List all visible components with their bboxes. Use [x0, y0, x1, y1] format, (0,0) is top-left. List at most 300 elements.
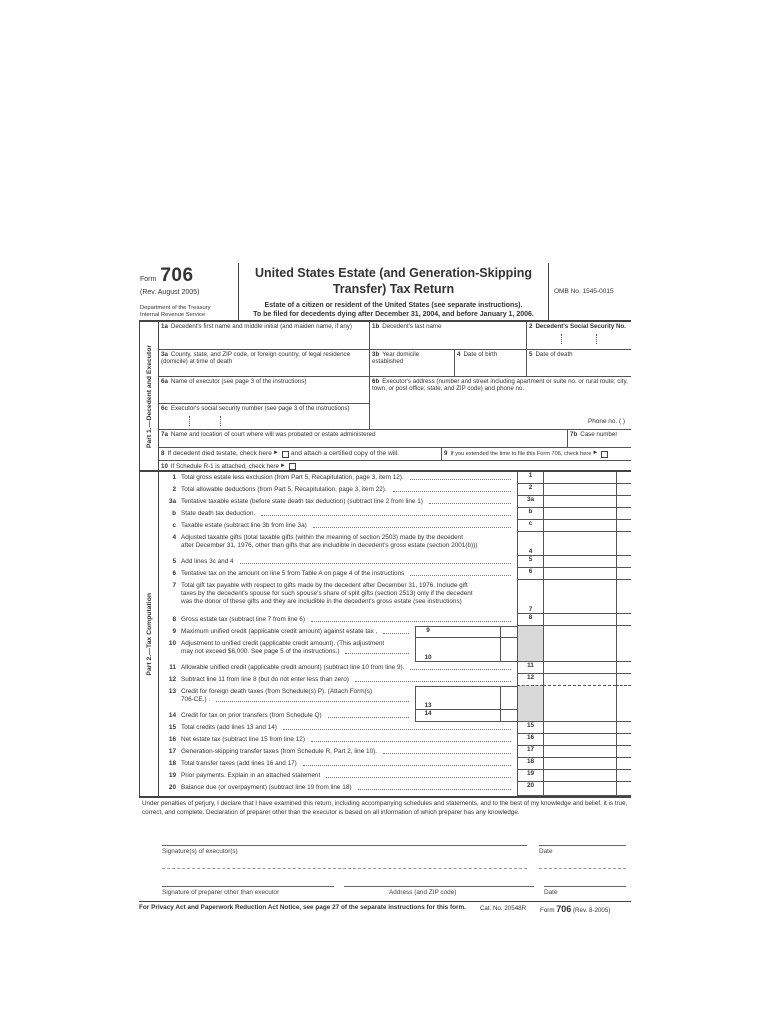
amount-field-line-1[interactable]: [543, 472, 616, 484]
phone-number-field[interactable]: Phone no. ( ): [588, 418, 625, 426]
line-text-segment: may not exceed $6,000. See page 5 of the instructions.): [181, 647, 340, 655]
field-number: 9: [444, 450, 448, 458]
line-text: [176, 662, 517, 674]
cents-field-line-8[interactable]: [616, 614, 631, 626]
tax-line-b: [159, 508, 631, 520]
entry-number-cell: 4: [517, 532, 543, 556]
amount-field-line-12[interactable]: [543, 674, 616, 686]
amount-field-line-18[interactable]: [543, 758, 616, 770]
dotted-leader: [216, 701, 409, 702]
line-description: [159, 484, 517, 496]
line-text-segment: Subtract line 11 from line 8 (but do not enter less than zero): [181, 675, 349, 683]
amount-field-line-17[interactable]: [543, 746, 616, 758]
dotted-leader: [326, 777, 511, 778]
ssn-separator: [220, 416, 221, 426]
tax-line-c: [159, 520, 631, 532]
field-label: Date of birth: [463, 351, 498, 358]
amount-field-line-2[interactable]: [543, 484, 616, 496]
line-text-segment: Tentative tax on the amount on line 5 from Table A on page 4 of the instructions: [181, 569, 405, 577]
dotted-leader: [429, 503, 511, 504]
line-text-segment: Total gift tax payable with respect to gifts made by the decedent after December 31, 1976. Include gift: [181, 581, 468, 589]
dotted-leader: [303, 765, 511, 766]
executor-signature-label: Signature(s) of executor(s): [162, 848, 238, 855]
form-word: Form: [140, 276, 157, 283]
entry-number-cell: 2: [517, 484, 543, 496]
amount-field-line-6[interactable]: [543, 568, 616, 580]
tax-line-20: [159, 782, 631, 796]
cents-field-line-13[interactable]: [500, 687, 517, 709]
tax-line-4: [159, 532, 631, 556]
line-number: 6: [172, 569, 176, 577]
entry-number-cell-shaded: [517, 710, 543, 722]
tax-line-14: [159, 710, 631, 722]
cents-cell-blank: [616, 710, 631, 722]
cents-cell-blank: [616, 638, 631, 662]
field-label: Name and location of court where will was probated or estate administered: [170, 431, 376, 438]
tax-line-10: [159, 638, 631, 662]
line-text: [176, 710, 415, 722]
line-text-segment: Tentative taxable estate (before state death tax deduction) (subtract line 2 from line 1): [181, 497, 423, 505]
preparer-address-label: Address (and ZIP code): [389, 889, 457, 896]
line-description: [159, 758, 517, 770]
dotted-leader: [345, 653, 409, 654]
testate-checkbox[interactable]: [282, 451, 289, 458]
tax-line-7: [159, 580, 631, 614]
form-revision: (Rev. August 2005): [140, 289, 200, 296]
form-subtitle: [239, 301, 548, 319]
line-text: [176, 722, 517, 734]
field-number: 6a: [161, 378, 168, 385]
line-text-segment: Total allowable deductions (from Part 5, Recapitulation, page 3, item 22).: [181, 485, 387, 493]
cents-field-line-14[interactable]: [500, 710, 517, 721]
cents-field-line-1[interactable]: [616, 472, 631, 484]
inner-entry-box: [415, 638, 517, 662]
line-description: [159, 710, 415, 722]
amount-field-line-5[interactable]: [543, 556, 616, 568]
omb-block: [548, 263, 631, 320]
tax-line-18: [159, 758, 631, 770]
entry-number-cell: 20: [517, 782, 543, 796]
cents-field-line-7[interactable]: [616, 580, 631, 614]
cents-field-line-10[interactable]: [500, 638, 517, 661]
executor-signature-line-2[interactable]: [162, 868, 527, 869]
preparer-address-line[interactable]: [344, 886, 534, 887]
field-6c-executor-ssn[interactable]: [159, 404, 369, 430]
line-text-segment: Maximum unified credit (applicable credit amount) against estate tax ,: [181, 627, 378, 635]
line-number: 7: [172, 581, 176, 589]
amount-field-line-4[interactable]: [543, 532, 616, 556]
dotted-leader: [355, 681, 511, 682]
line-description: [159, 674, 517, 686]
preparer-date-line[interactable]: [544, 886, 626, 887]
line-10-text: If Schedule R-1 is attached, check here: [170, 462, 279, 470]
dotted-leader: [383, 633, 409, 634]
inner-line-number: 14: [424, 710, 432, 717]
field-label: Decedent's first name and middle initial (and maiden name, if any): [170, 323, 352, 330]
dotted-leader: [283, 729, 511, 730]
omb-number: OMB No. 1545-0015: [554, 288, 614, 295]
part2-label: Part 2.—Tax Computation: [145, 592, 153, 676]
footer-form-rev: (Rev. 8-2005): [572, 907, 611, 914]
tax-line-19: [159, 770, 631, 782]
tax-line-2: [159, 484, 631, 496]
amount-field-line-b[interactable]: [543, 508, 616, 520]
privacy-act-notice: For Privacy Act and Paperwork Reduction Act Notice, see page 27 of the separate instructions for this form.: [139, 904, 466, 911]
line-9-text: If you extended the time to file this Form 706, check here: [450, 450, 592, 457]
line-text: [176, 520, 517, 532]
executor-date-line-2[interactable]: [539, 868, 626, 869]
line-10-schedule-r1: [159, 461, 631, 472]
catalog-number: Cat. No. 20548R: [479, 905, 527, 912]
dotted-leader: [311, 621, 511, 622]
line-number: 19: [168, 771, 176, 779]
cents-field-line-5[interactable]: [616, 556, 631, 568]
field-7b-case-number[interactable]: [567, 430, 631, 448]
line-text: [176, 472, 517, 484]
cents-field-line-15[interactable]: [616, 722, 631, 734]
arrow-right-icon: ►: [272, 450, 279, 457]
inner-entry-box: [415, 710, 517, 722]
dotted-leader: [240, 563, 511, 564]
line-number: 9: [172, 627, 176, 635]
line-text-segment: Total transfer taxes (add lines 16 and 17): [181, 759, 297, 767]
entry-number-cell: 12: [517, 674, 543, 686]
line-text: [176, 568, 517, 580]
line-description: [159, 782, 517, 796]
entry-number-cell-shaded: [517, 638, 543, 662]
dotted-leader: [311, 741, 511, 742]
field-label: Case number: [580, 431, 618, 438]
form-title-line-1: United States Estate (and Generation-Skipping: [254, 266, 533, 280]
line-description: [159, 638, 415, 662]
tax-line-16: [159, 734, 631, 746]
line-number: 20: [168, 783, 176, 791]
cents-field-line-12[interactable]: [616, 674, 631, 686]
line-text: [176, 556, 517, 568]
ssn-separators: [161, 416, 367, 426]
ssn-separator: [596, 334, 597, 344]
amount-field-line-19[interactable]: [543, 770, 616, 782]
line-description: [159, 770, 517, 782]
line-number: 18: [168, 759, 176, 767]
part1-label: Part 1.—Decedent and Executor: [145, 345, 153, 449]
cents-field-line-9[interactable]: [500, 627, 517, 637]
perjury-statement: Under penalties of perjury, I declare that I have examined this return, including accompanying schedules and statements, and to the best of my knowledge and belief, it is true, correct, and complete. Declaration of preparer other than the executor is based on all information of which preparer has any knowledge.: [142, 800, 628, 816]
footer-form-word: Form: [540, 907, 555, 914]
line-8-text-post: and attach a certified copy of the will.: [290, 450, 400, 458]
cents-field-line-4[interactable]: [616, 532, 631, 556]
entry-number-cell: 11: [517, 662, 543, 674]
agency-line-1: Department of the Treasury: [140, 304, 211, 311]
field-number: 7b: [570, 431, 578, 438]
tax-line-8: [159, 614, 631, 626]
tax-line-1: [159, 472, 631, 484]
line-number: 4: [172, 533, 176, 541]
part1-decedent-and-executor: [139, 322, 631, 472]
dotted-leader: [383, 753, 511, 754]
entry-number-cell: 18: [517, 758, 543, 770]
line-number: 1: [172, 473, 176, 481]
preparer-signature-line[interactable]: [162, 886, 334, 887]
cents-field-line-b[interactable]: [616, 508, 631, 520]
dotted-leader: [261, 515, 511, 516]
field-number: 2: [529, 323, 533, 330]
line-text-segment: Allowable unified credit (applicable credit amount) (subtract line 10 from line 9).: [181, 663, 405, 671]
field-label: Name of executor (see page 3 of the instructions): [170, 378, 307, 385]
part2-label-strip: [139, 472, 159, 796]
line-description: [159, 626, 415, 638]
field-number: 6c: [161, 405, 168, 412]
entry-number-cell: 3a: [517, 496, 543, 508]
tax-line-17: [159, 746, 631, 758]
field-3b-year-domicile[interactable]: [369, 350, 454, 377]
line-text-segment: 706-CE.) .: [181, 695, 211, 703]
inner-entry-box: [415, 626, 517, 638]
field-number: 10: [161, 462, 168, 470]
tax-line-3a: [159, 496, 631, 508]
field-7a-court-name-location[interactable]: [159, 430, 567, 448]
line-text-segment: was the donor of these gifts and they are includible in the decedent's gross estate (see instructions): [181, 597, 462, 605]
amount-field-line-10[interactable]: [440, 638, 500, 661]
cents-field-line-19[interactable]: [616, 770, 631, 782]
amount-field-line-7[interactable]: [543, 580, 616, 614]
line-text-segment: Gross estate tax (subtract line 7 from line 6): [181, 615, 305, 623]
cents-field-line-11[interactable]: [616, 662, 631, 674]
entry-number-cell: 7: [517, 580, 543, 614]
line-text-segment: Total credits (add lines 13 and 14): [181, 723, 277, 731]
field-6a-executor-name[interactable]: [159, 377, 369, 404]
ssn-separators: [529, 334, 629, 344]
cents-field-line-3a[interactable]: [616, 496, 631, 508]
field-label: Executor's address (number and street including apartment or suite no. or rural route; city, town, or post office; state; and ZIP code) and phone no.: [372, 378, 628, 393]
tax-line-9: [159, 626, 631, 638]
line-number: 11: [169, 663, 176, 671]
entry-number-cell: 6: [517, 568, 543, 580]
line-text: [176, 746, 517, 758]
line-text-segment: Total gross estate less exclusion (from Part 5, Recapitulation, page 3, item 12).: [181, 473, 404, 481]
field-1b-decedent-last-name[interactable]: [369, 322, 526, 350]
field-4-date-of-birth[interactable]: [454, 350, 526, 377]
line-text-segment: Adjusted taxable gifts (total taxable gifts (within the meaning of section 2503) made by the decedent: [181, 533, 464, 541]
line-text: [176, 674, 517, 686]
amount-field-line-8[interactable]: [543, 614, 616, 626]
cents-field-line-c[interactable]: [616, 520, 631, 532]
line-description: [159, 580, 517, 614]
dotted-leader: [328, 717, 409, 718]
preparer-signature-label: Signature of preparer other than executor: [162, 889, 280, 896]
field-number: 7a: [161, 431, 168, 438]
amount-field-line-20[interactable]: [543, 782, 616, 796]
tax-line-12: [159, 674, 631, 686]
line-description: [159, 686, 415, 710]
dotted-leader: [358, 789, 511, 790]
line-text: [176, 770, 517, 782]
tax-line-13: [159, 686, 631, 710]
form-number: 706: [160, 265, 194, 286]
form-footer: [139, 901, 631, 914]
line-text-segment: Add lines 3c and 4: [181, 557, 234, 565]
field-2-decedent-ssn[interactable]: [526, 322, 631, 350]
form-subtitle-line-2: To be filed for decedents dying after December 31, 2004, and before January 1, 2006.: [253, 311, 534, 319]
executor-date-label: Date: [539, 848, 553, 855]
entry-number-cell: 5: [517, 556, 543, 568]
ssn-separator: [561, 334, 562, 344]
amount-cell-blank: [543, 626, 616, 638]
arrow-right-icon: ►: [279, 462, 286, 469]
tax-line-15: [159, 722, 631, 734]
line-description: [159, 722, 517, 734]
ssn-separator: [189, 416, 190, 426]
amount-field-line-c[interactable]: [543, 520, 616, 532]
tax-line-6: [159, 568, 631, 580]
amount-cell-blank: [543, 638, 616, 662]
inner-line-number: 13: [424, 702, 432, 709]
entry-number-cell-shaded: [517, 626, 543, 638]
line-text: [176, 532, 517, 556]
cents-field-line-6[interactable]: [616, 568, 631, 580]
cents-field-line-16[interactable]: [616, 734, 631, 746]
line-number: 5: [172, 557, 176, 565]
cents-cell-blank: [616, 686, 631, 710]
field-number: 5: [529, 351, 533, 358]
field-6b-executor-address[interactable]: [369, 377, 631, 430]
executor-date-line[interactable]: [539, 845, 626, 846]
inner-line-number: 10: [424, 654, 432, 661]
field-number: 4: [457, 351, 461, 358]
amount-field-line-11[interactable]: [543, 662, 616, 674]
cents-field-line-2[interactable]: [616, 484, 631, 496]
form-title-line-2: Transfer) Tax Return: [332, 281, 455, 296]
line-description: [159, 496, 517, 508]
line-text-segment: Credit for tax on prior transfers (from Schedule Q): [181, 711, 322, 719]
dotted-leader: [313, 527, 511, 528]
amount-field-line-15[interactable]: [543, 722, 616, 734]
line-number: 17: [168, 747, 176, 755]
line-description: [159, 508, 517, 520]
extension-checkbox[interactable]: [601, 451, 608, 458]
entry-number-cell: c: [517, 520, 543, 532]
line-number: 14: [168, 711, 176, 719]
inner-entry-box: [415, 686, 517, 710]
line-description: [159, 746, 517, 758]
line-text: [176, 686, 415, 710]
field-1a-decedent-first-name[interactable]: [159, 322, 369, 350]
line-description: [159, 532, 517, 556]
executor-signature-line[interactable]: [162, 845, 527, 846]
signature-block: [139, 817, 631, 901]
line-description: [159, 520, 517, 532]
form-content: [139, 263, 631, 914]
line-description: [159, 662, 517, 674]
form-header: [139, 263, 631, 322]
field-label: Executor's social security number (see page 3 of the instructions): [170, 405, 350, 412]
line-9-extension: [441, 448, 631, 461]
line-8-testate: [159, 448, 441, 461]
field-number: 6b: [372, 378, 380, 385]
tax-line-5: [159, 556, 631, 568]
line-number: 10: [168, 639, 176, 647]
inner-line-number: 9: [426, 627, 430, 634]
amount-field-line-14[interactable]: [440, 710, 500, 721]
line-number: 2: [172, 485, 176, 493]
amount-cell-blank: [543, 686, 616, 710]
field-number: 1b: [372, 323, 380, 330]
line-number: 12: [168, 675, 176, 683]
line-text: [176, 508, 517, 520]
footer-form-number: 706: [556, 904, 572, 914]
schedule-r1-checkbox[interactable]: [289, 463, 296, 470]
field-label: County, state, and ZIP code, or foreign country, of legal residence (domicile) at time of death: [161, 351, 351, 366]
line-number: 3a: [168, 497, 176, 505]
line-description: [159, 472, 517, 484]
line-text-segment: Prior payments. Explain in an attached statement: [181, 771, 321, 779]
entry-number-cell: 8: [517, 614, 543, 626]
line-text: [176, 638, 415, 662]
field-label: Decedent's last name: [382, 323, 442, 330]
preparer-date-label: Date: [544, 889, 558, 896]
cents-field-line-20[interactable]: [616, 782, 631, 796]
field-3a-legal-residence[interactable]: [159, 350, 369, 377]
cents-field-line-17[interactable]: [616, 746, 631, 758]
line-text-segment: taxes by the decedent's spouse for such spouse's share of split gifts (section 2513) only if the decedent: [181, 589, 473, 597]
entry-number-cell: 16: [517, 734, 543, 746]
form-title: [239, 266, 548, 297]
amount-field-line-3a[interactable]: [543, 496, 616, 508]
line-text-segment: Adjustment to unified credit (applicable credit amount). (This adjustment: [181, 639, 385, 647]
field-label: Date of death: [535, 351, 573, 358]
amount-field-line-13[interactable]: [440, 687, 500, 709]
line-8-text-pre: If decedent died testate, check here: [167, 450, 272, 458]
cents-field-line-18[interactable]: [616, 758, 631, 770]
line-text-segment: Credit for foreign death taxes (from Schedule(s) P). (Attach Form(s): [181, 687, 373, 695]
line-number: 8: [172, 615, 176, 623]
entry-number-cell: b: [517, 508, 543, 520]
entry-number-cell-shaded: [517, 686, 543, 710]
arrow-right-icon: ►: [592, 450, 599, 457]
line-text: [176, 782, 517, 796]
dotted-leader: [410, 669, 511, 670]
amount-cell-blank: [543, 710, 616, 722]
line-number: 15: [168, 723, 176, 731]
line-text: [176, 484, 517, 496]
line-text: [176, 496, 517, 508]
agency-line-2: Internal Revenue Service: [140, 311, 206, 318]
dotted-leader: [410, 575, 511, 576]
entry-number-cell: 1: [517, 472, 543, 484]
field-number: 3a: [161, 351, 168, 358]
line-number: 13: [168, 687, 176, 695]
amount-field-line-16[interactable]: [543, 734, 616, 746]
line-description: [159, 568, 517, 580]
field-label: Decedent's Social Security No.: [535, 323, 626, 330]
tax-line-11: [159, 662, 631, 674]
line-text-segment: Balance due (or overpayment) (subtract line 19 from line 18): [181, 783, 352, 791]
line-text-segment: Taxable estate (subtract line 3b from line 3a): [181, 521, 307, 529]
field-5-date-of-death[interactable]: [526, 350, 631, 377]
line-text: [176, 758, 517, 770]
entry-number-cell: 15: [517, 722, 543, 734]
part2-tax-computation: [139, 472, 631, 798]
dotted-leader: [410, 479, 511, 480]
line-number: b: [172, 509, 176, 517]
line-text-segment: after December 31, 1976, other than gifts that are includible in decedent's gross estate (section 2001(b))): [181, 541, 478, 549]
entry-number-cell: 19: [517, 770, 543, 782]
field-number: 8: [161, 450, 165, 458]
part1-label-strip: [139, 322, 159, 472]
amount-field-line-9[interactable]: [440, 627, 500, 637]
line-text-segment: Generation-skipping transfer taxes (from Schedule R, Part 2, line 10).: [181, 747, 378, 755]
entry-number-cell: 17: [517, 746, 543, 758]
